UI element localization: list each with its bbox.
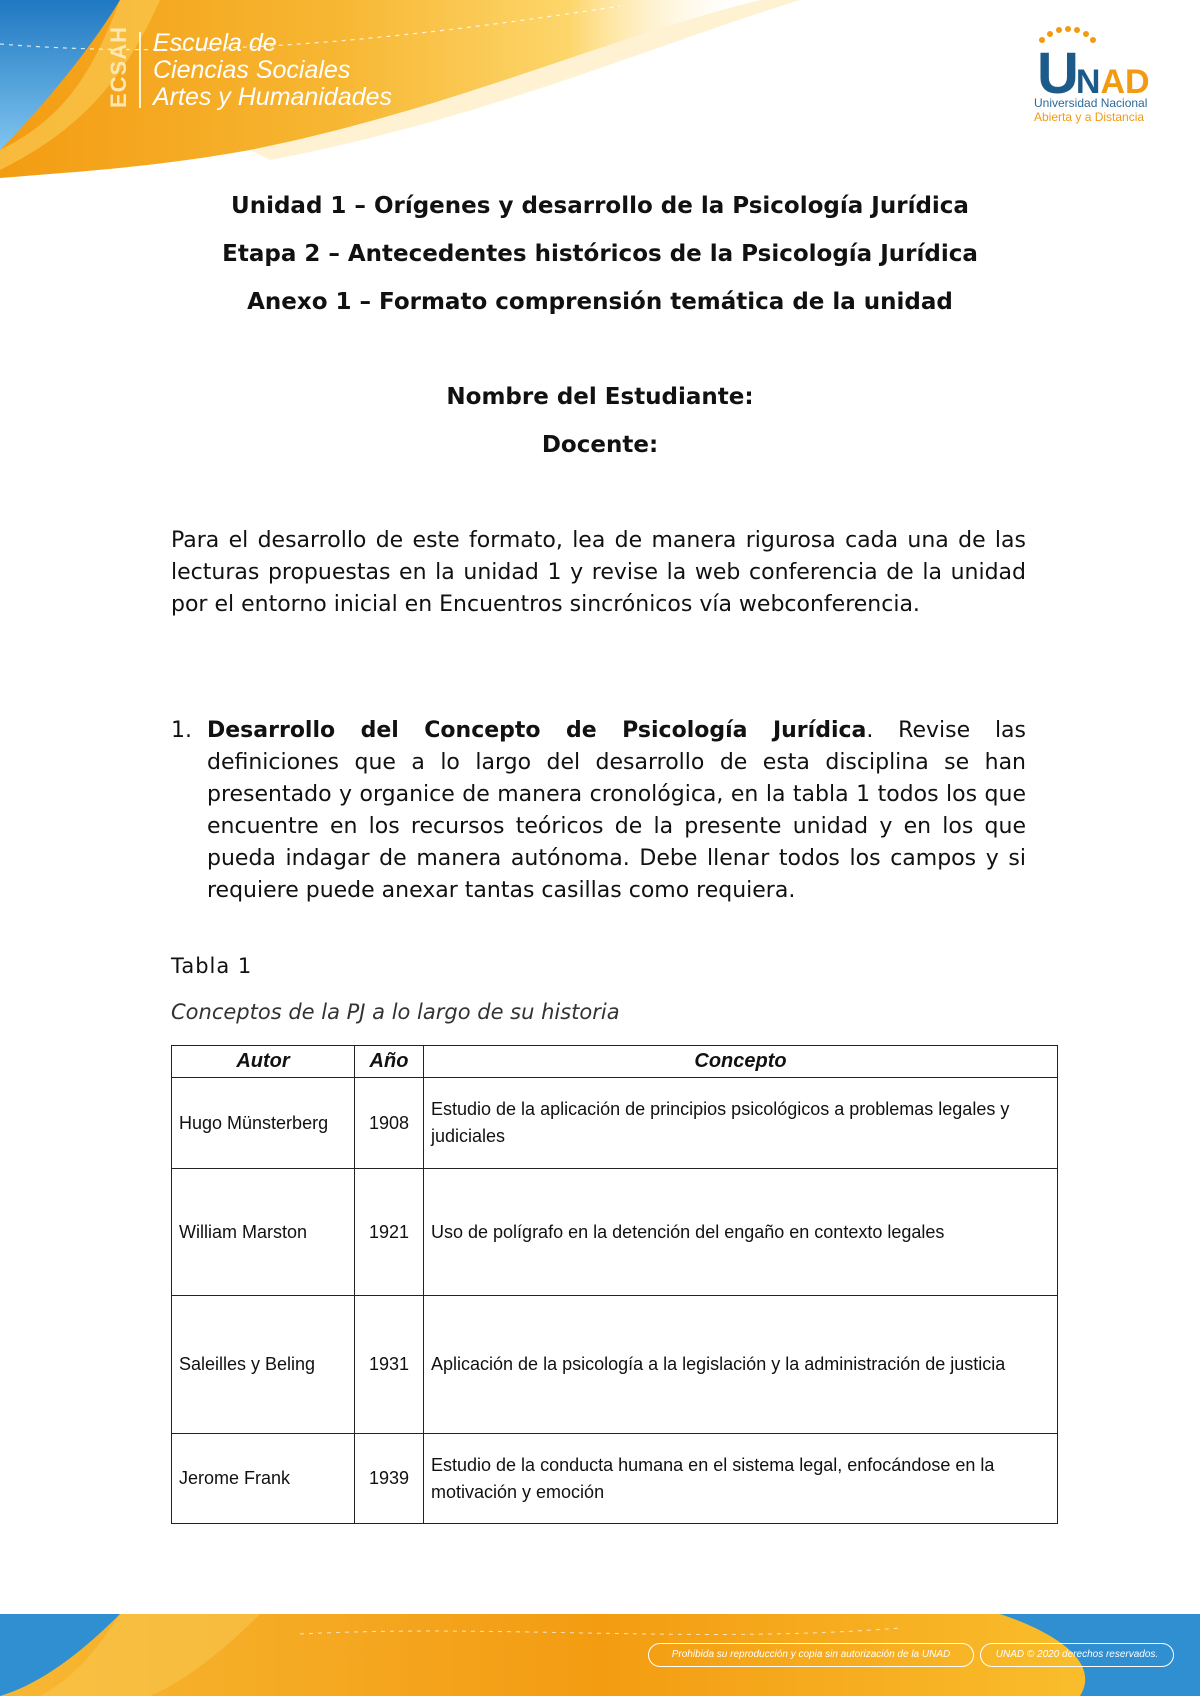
item-number: 1.	[171, 718, 192, 743]
cell-autor: Hugo Münsterberg	[172, 1078, 355, 1169]
logo-n: N	[1075, 63, 1101, 101]
ecsah-label: ECSAH	[106, 25, 131, 108]
table-header-row	[172, 1046, 1058, 1078]
footer-notice: Prohibida su reproducción y copia sin autorización de la UNAD	[648, 1643, 974, 1667]
header-banner	[0, 0, 1200, 200]
school-line: Ciencias Sociales	[153, 56, 351, 84]
cell-autor: William Marston	[172, 1169, 355, 1296]
student-name-label: Nombre del Estudiante:	[446, 384, 754, 410]
table-row	[172, 1169, 1058, 1296]
item-text: . Revise las definiciones que a lo largo del desarrollo de esta disciplina se han presentado y organice de manera cronológica, en la tabla 1 todos los que encuentre en los recursos teóricos de la presente unidad y en los que pueda indagar de manera autónoma. Debe llenar todos los campos y si requiere puede anexar tantas casillas como requiera.	[207, 718, 1026, 903]
header-concepto: Concepto	[424, 1046, 1058, 1078]
cell-concepto: Estudio de la conducta humana en el sistema legal, enfocándose en la motivación y emoción	[424, 1434, 1058, 1524]
footer-copyright: UNAD © 2020 derechos reservados.	[980, 1643, 1174, 1667]
cell-concepto: Estudio de la aplicación de principios psicológicos a problemas legales y judiciales	[424, 1078, 1058, 1169]
cell-autor: Saleilles y Beling	[172, 1296, 355, 1434]
cell-concepto: Aplicación de la psicología a la legislación y la administración de justicia	[424, 1296, 1058, 1434]
cell-anio: 1939	[355, 1434, 424, 1524]
logo-subtitle-2: Abierta y a Distancia	[1034, 110, 1145, 124]
stage-title: Etapa 2 – Antecedentes históricos de la Psicología Jurídica	[222, 241, 978, 267]
ecsah-divider	[139, 32, 141, 108]
cell-autor: Jerome Frank	[172, 1434, 355, 1524]
school-line: Artes y Humanidades	[153, 83, 393, 111]
logo-ad: AD	[1100, 63, 1150, 101]
table-row	[172, 1296, 1058, 1434]
header-anio: Año	[355, 1046, 424, 1078]
header-autor: Autor	[172, 1046, 355, 1078]
unad-logo	[1030, 26, 1170, 126]
numbered-item-1	[171, 715, 1026, 907]
logo-subtitle-1: Universidad Nacional	[1034, 96, 1148, 110]
teacher-label: Docente:	[541, 432, 659, 458]
item-heading: Desarrollo del Concepto de Psicología Jurídica	[207, 718, 867, 743]
school-line: Escuela de	[153, 29, 277, 57]
document-titles	[0, 188, 1200, 332]
cell-concepto: Uso de polígrafo en la detención del engaño en contexto legales	[424, 1169, 1058, 1296]
concepts-table	[171, 1045, 1058, 1524]
unit-title: Unidad 1 – Orígenes y desarrollo de la Psicología Jurídica	[231, 193, 969, 219]
annex-title: Anexo 1 – Formato comprensión temática de la unidad	[247, 289, 953, 315]
cell-anio: 1931	[355, 1296, 424, 1434]
student-fields	[0, 380, 1200, 476]
cell-anio: 1908	[355, 1078, 424, 1169]
cell-anio: 1921	[355, 1169, 424, 1296]
logo-u: U	[1037, 41, 1076, 106]
intro-paragraph: Para el desarrollo de este formato, lea de manera rigurosa cada una de las lecturas propuestas en la unidad 1 y revise la web conferencia de la unidad por el entorno inicial en Encuentros sincrónicos vía webconferencia.	[171, 528, 1026, 617]
school-name	[153, 30, 392, 111]
table-row	[172, 1434, 1058, 1524]
table-label: Tabla 1	[171, 954, 253, 978]
table-caption: Conceptos de la PJ a lo largo de su historia	[171, 1000, 620, 1024]
table-row	[172, 1078, 1058, 1169]
item-body	[207, 715, 1026, 907]
